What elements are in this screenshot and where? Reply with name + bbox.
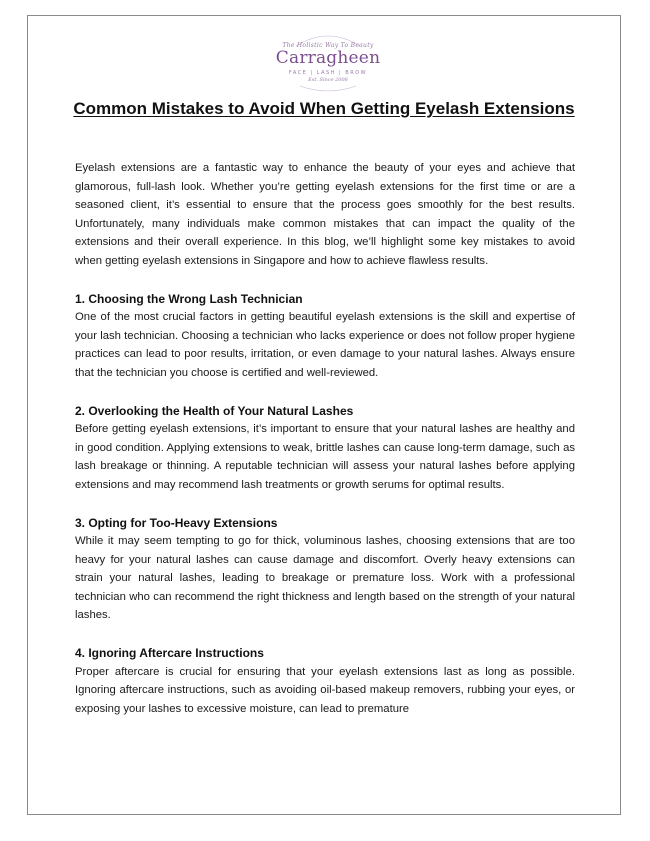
page-title: Common Mistakes to Avoid When Getting Eyelash Extensions (73, 99, 575, 118)
document-page (27, 15, 621, 815)
section-paragraph: One of the most crucial factors in getting beautiful eyelash extensions is the skill and expertise of your lash technician. Choosing a technician who lacks experience or does not follow proper hygiene practices can lead to poor results, irritation, or even damage to your natural lashes. Always ensure that the technician you choose is certified and well-reviewed. (75, 311, 575, 379)
logo-since: Est. Since 2008 (308, 77, 348, 83)
section-paragraph: Before getting eyelash extensions, it’s important to ensure that your natural lashes are healthy and in good condition. Applying extensions to weak, brittle lashes can cause long-term damage, such as lash breakage or thinning. A reputable technician will assess your natural lashes before applying extensions and may recommend lash treatments or growth serums for optimal results. (75, 423, 575, 491)
section-4 (75, 644, 575, 718)
section-paragraph: Proper aftercare is crucial for ensuring that your eyelash extensions last as long as possible. Ignoring aftercare instructions, such as avoiding oil-based makeup removers, rubbing your eyes, or exposing your lashes to excessive moisture, can lead to premature (75, 665, 575, 715)
brand-logo (268, 24, 388, 98)
logo-name: Carragheen (275, 48, 381, 68)
section-paragraph: While it may seem tempting to go for thick, voluminous lashes, choosing extensions that are too heavy for your natural lashes can cause damage and discomfort. Overly heavy extensions can strain your natural lashes, leading to breakage or premature loss. Work with a professional technician who can recommend the right thickness and length based on the strength of your natural lashes. (75, 535, 575, 622)
section-heading: 4. Ignoring Aftercare Instructions (75, 646, 264, 661)
section-1 (75, 290, 575, 383)
section-2 (75, 402, 575, 495)
section-heading: 2. Overlooking the Health of Your Natural Lashes (75, 403, 354, 418)
logo-tagline: The Holistic Way To Beauty (282, 42, 374, 49)
intro-paragraph: Eyelash extensions are a fantastic way to enhance the beauty of your eyes and achieve that glamorous, full-lash look. Whether you’re getting eyelash extensions for the first time or are a seasoned client, it’s essential to ensure that the process goes smoothly for the best results. Unfortunately, many individuals make common mistakes that can impact the quality of the extensions and their overall experience. In this blog, we’ll highlight some key mistakes to avoid when getting eyelash extensions in Singapore and how to achieve flawless results. (75, 162, 575, 267)
section-heading: 1. Choosing the Wrong Lash Technician (75, 291, 303, 306)
section-3 (75, 514, 575, 626)
article-body (75, 159, 575, 737)
logo-subtitle: FACE | LASH | BROW (288, 70, 368, 76)
section-heading: 3. Opting for Too-Heavy Extensions (75, 515, 278, 530)
